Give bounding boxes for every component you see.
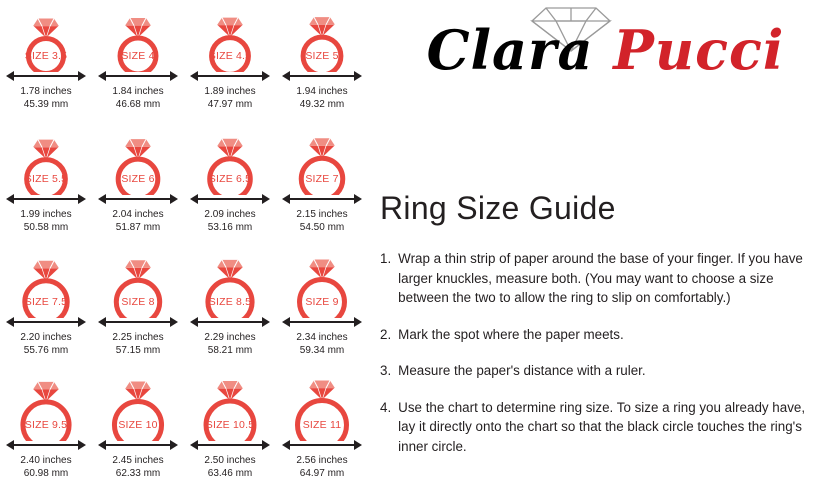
ring-measurement-mm: 58.21 mm (207, 344, 253, 356)
guide-step (380, 398, 825, 457)
ring-measurement-inches: 2.20 inches (20, 332, 72, 343)
ring-measurement-inches: 2.04 inches (112, 209, 164, 220)
ring-measurement-inches: 1.84 inches (112, 86, 164, 97)
ring-measurement-mm: 54.50 mm (299, 221, 345, 233)
measurement-arrow-icon (98, 439, 178, 451)
ring-measurement-inches: 1.89 inches (204, 86, 256, 97)
guide-step (380, 249, 825, 308)
ring-measurement-inches: 2.40 inches (20, 455, 72, 466)
ring-size-cell (92, 369, 184, 492)
ring-measurement-inches: 2.15 inches (296, 209, 348, 220)
ring-measurement-inches: 2.45 inches (112, 455, 164, 466)
ring-size-label: SIZE 6 (121, 173, 155, 185)
guide-step (380, 361, 825, 381)
ring-measurement-mm: 63.46 mm (207, 467, 253, 479)
ring-measurement-mm: 59.34 mm (299, 344, 345, 356)
ring-size-label: SIZE 8 (121, 296, 155, 308)
ring-measurement (184, 455, 276, 480)
measurement-arrow-icon (98, 193, 178, 205)
ring-measurement (92, 209, 184, 234)
ring-size-label: SIZE 6.5 (208, 173, 252, 185)
brand-first-word: Clara (426, 18, 594, 82)
ring-measurement-inches: 1.94 inches (296, 86, 348, 97)
guide-steps-list (380, 249, 825, 456)
guide-step-number: 1. (380, 251, 392, 266)
ring-measurement (276, 455, 368, 480)
ring-measurement (276, 86, 368, 111)
ring-size-cell (0, 123, 92, 246)
ring-measurement-mm: 47.97 mm (207, 98, 253, 110)
ring-measurement-mm: 57.15 mm (115, 344, 161, 356)
ring-measurement (0, 332, 92, 357)
ring-measurement-mm: 62.33 mm (115, 467, 161, 479)
guide-step-text: Use the chart to determine ring size. To size a ring you already have, lay it directly onto the chart so that the black circle touches the ring's inner circle. (398, 399, 806, 454)
ring-size-label: SIZE 10.5 (205, 419, 255, 431)
ring-measurement (0, 455, 92, 480)
ring-size-label: SIZE 9 (305, 296, 339, 308)
ring-size-label: SIZE 11 (302, 419, 342, 431)
ring-measurement-inches: 2.29 inches (204, 332, 256, 343)
ring-measurement-mm: 50.58 mm (23, 221, 69, 233)
ring-measurement-mm: 55.76 mm (23, 344, 69, 356)
ring-measurement (276, 209, 368, 234)
ring-measurement (0, 86, 92, 111)
guide-step-text: Wrap a thin strip of paper around the base of your finger. If you have larger knuckles, measure both. (You may want to choose a size between the two to allow the ring to slip on comfortably.) (398, 251, 803, 305)
ring-size-label: SIZE 3.5 (24, 50, 68, 62)
ring-size-cell (276, 0, 368, 123)
ring-size-label: SIZE 5.5 (24, 173, 68, 185)
ring-measurement-mm: 49.32 mm (299, 98, 345, 110)
ring-size-cell (0, 369, 92, 492)
ring-measurement-inches: 1.78 inches (20, 86, 72, 97)
ring-size-label: SIZE 10 (118, 419, 158, 431)
ring-measurement-mm: 53.16 mm (207, 221, 253, 233)
ring-size-cell (0, 0, 92, 123)
guide-step (380, 325, 825, 345)
guide-section (380, 190, 825, 473)
page-title: Ring Size Guide (380, 190, 616, 226)
measurement-arrow-icon (190, 70, 270, 82)
guide-step-number: 4. (380, 399, 392, 415)
brand-second-word: Pucci (613, 18, 785, 82)
measurement-arrow-icon (98, 316, 178, 328)
ring-size-cell (276, 246, 368, 369)
ring-measurement-mm: 46.68 mm (115, 98, 161, 110)
guide-step-text: Mark the spot where the paper meets. (398, 326, 624, 342)
ring-size-label: SIZE 8.5 (208, 296, 252, 308)
measurement-arrow-icon (6, 439, 86, 451)
ring-size-cell (92, 123, 184, 246)
ring-measurement (92, 455, 184, 480)
ring-size-cell (276, 123, 368, 246)
ring-size-chart (0, 0, 368, 501)
measurement-arrow-icon (282, 439, 362, 451)
ring-size-label: SIZE 5 (305, 50, 339, 62)
measurement-arrow-icon (282, 70, 362, 82)
ring-size-label: SIZE 7 (305, 173, 339, 185)
ring-size-cell (184, 246, 276, 369)
guide-step-number: 3. (380, 363, 392, 378)
brand-wordmark (378, 18, 833, 82)
ring-size-label: SIZE 4.5 (208, 50, 252, 62)
brand-logo (378, 4, 833, 114)
measurement-arrow-icon (6, 316, 86, 328)
ring-size-label: SIZE 4 (121, 50, 155, 62)
ring-size-cell (92, 246, 184, 369)
measurement-arrow-icon (98, 70, 178, 82)
ring-measurement-mm: 45.39 mm (23, 98, 69, 110)
measurement-arrow-icon (6, 193, 86, 205)
guide-step-text: Measure the paper's distance with a ruler. (398, 363, 646, 378)
measurement-arrow-icon (282, 316, 362, 328)
ring-measurement-mm: 51.87 mm (115, 221, 161, 233)
ring-measurement-mm: 64.97 mm (299, 467, 345, 479)
measurement-arrow-icon (282, 193, 362, 205)
ring-measurement-inches: 1.99 inches (20, 209, 72, 220)
ring-size-label: SIZE 7.5 (24, 296, 68, 308)
ring-measurement-inches: 2.50 inches (204, 455, 256, 466)
ring-size-cell (184, 0, 276, 123)
ring-measurement (276, 332, 368, 357)
ring-measurement-inches: 2.09 inches (204, 209, 256, 220)
ring-measurement (184, 209, 276, 234)
ring-measurement-mm: 60.98 mm (23, 467, 69, 479)
measurement-arrow-icon (6, 70, 86, 82)
ring-measurement (184, 332, 276, 357)
ring-measurement (184, 86, 276, 111)
ring-size-cell (0, 246, 92, 369)
measurement-arrow-icon (190, 193, 270, 205)
guide-step-number: 2. (380, 326, 392, 342)
ring-measurement-inches: 2.34 inches (296, 332, 348, 343)
ring-measurement (0, 209, 92, 234)
ring-size-cell (276, 369, 368, 492)
ring-measurement (92, 86, 184, 111)
measurement-arrow-icon (190, 316, 270, 328)
measurement-arrow-icon (190, 439, 270, 451)
ring-size-cell (92, 0, 184, 123)
ring-measurement (92, 332, 184, 357)
ring-size-label: SIZE 9.5 (24, 419, 68, 431)
ring-measurement-inches: 2.25 inches (112, 332, 164, 343)
ring-size-cell (184, 369, 276, 492)
ring-size-cell (184, 123, 276, 246)
ring-measurement-inches: 2.56 inches (296, 455, 348, 466)
